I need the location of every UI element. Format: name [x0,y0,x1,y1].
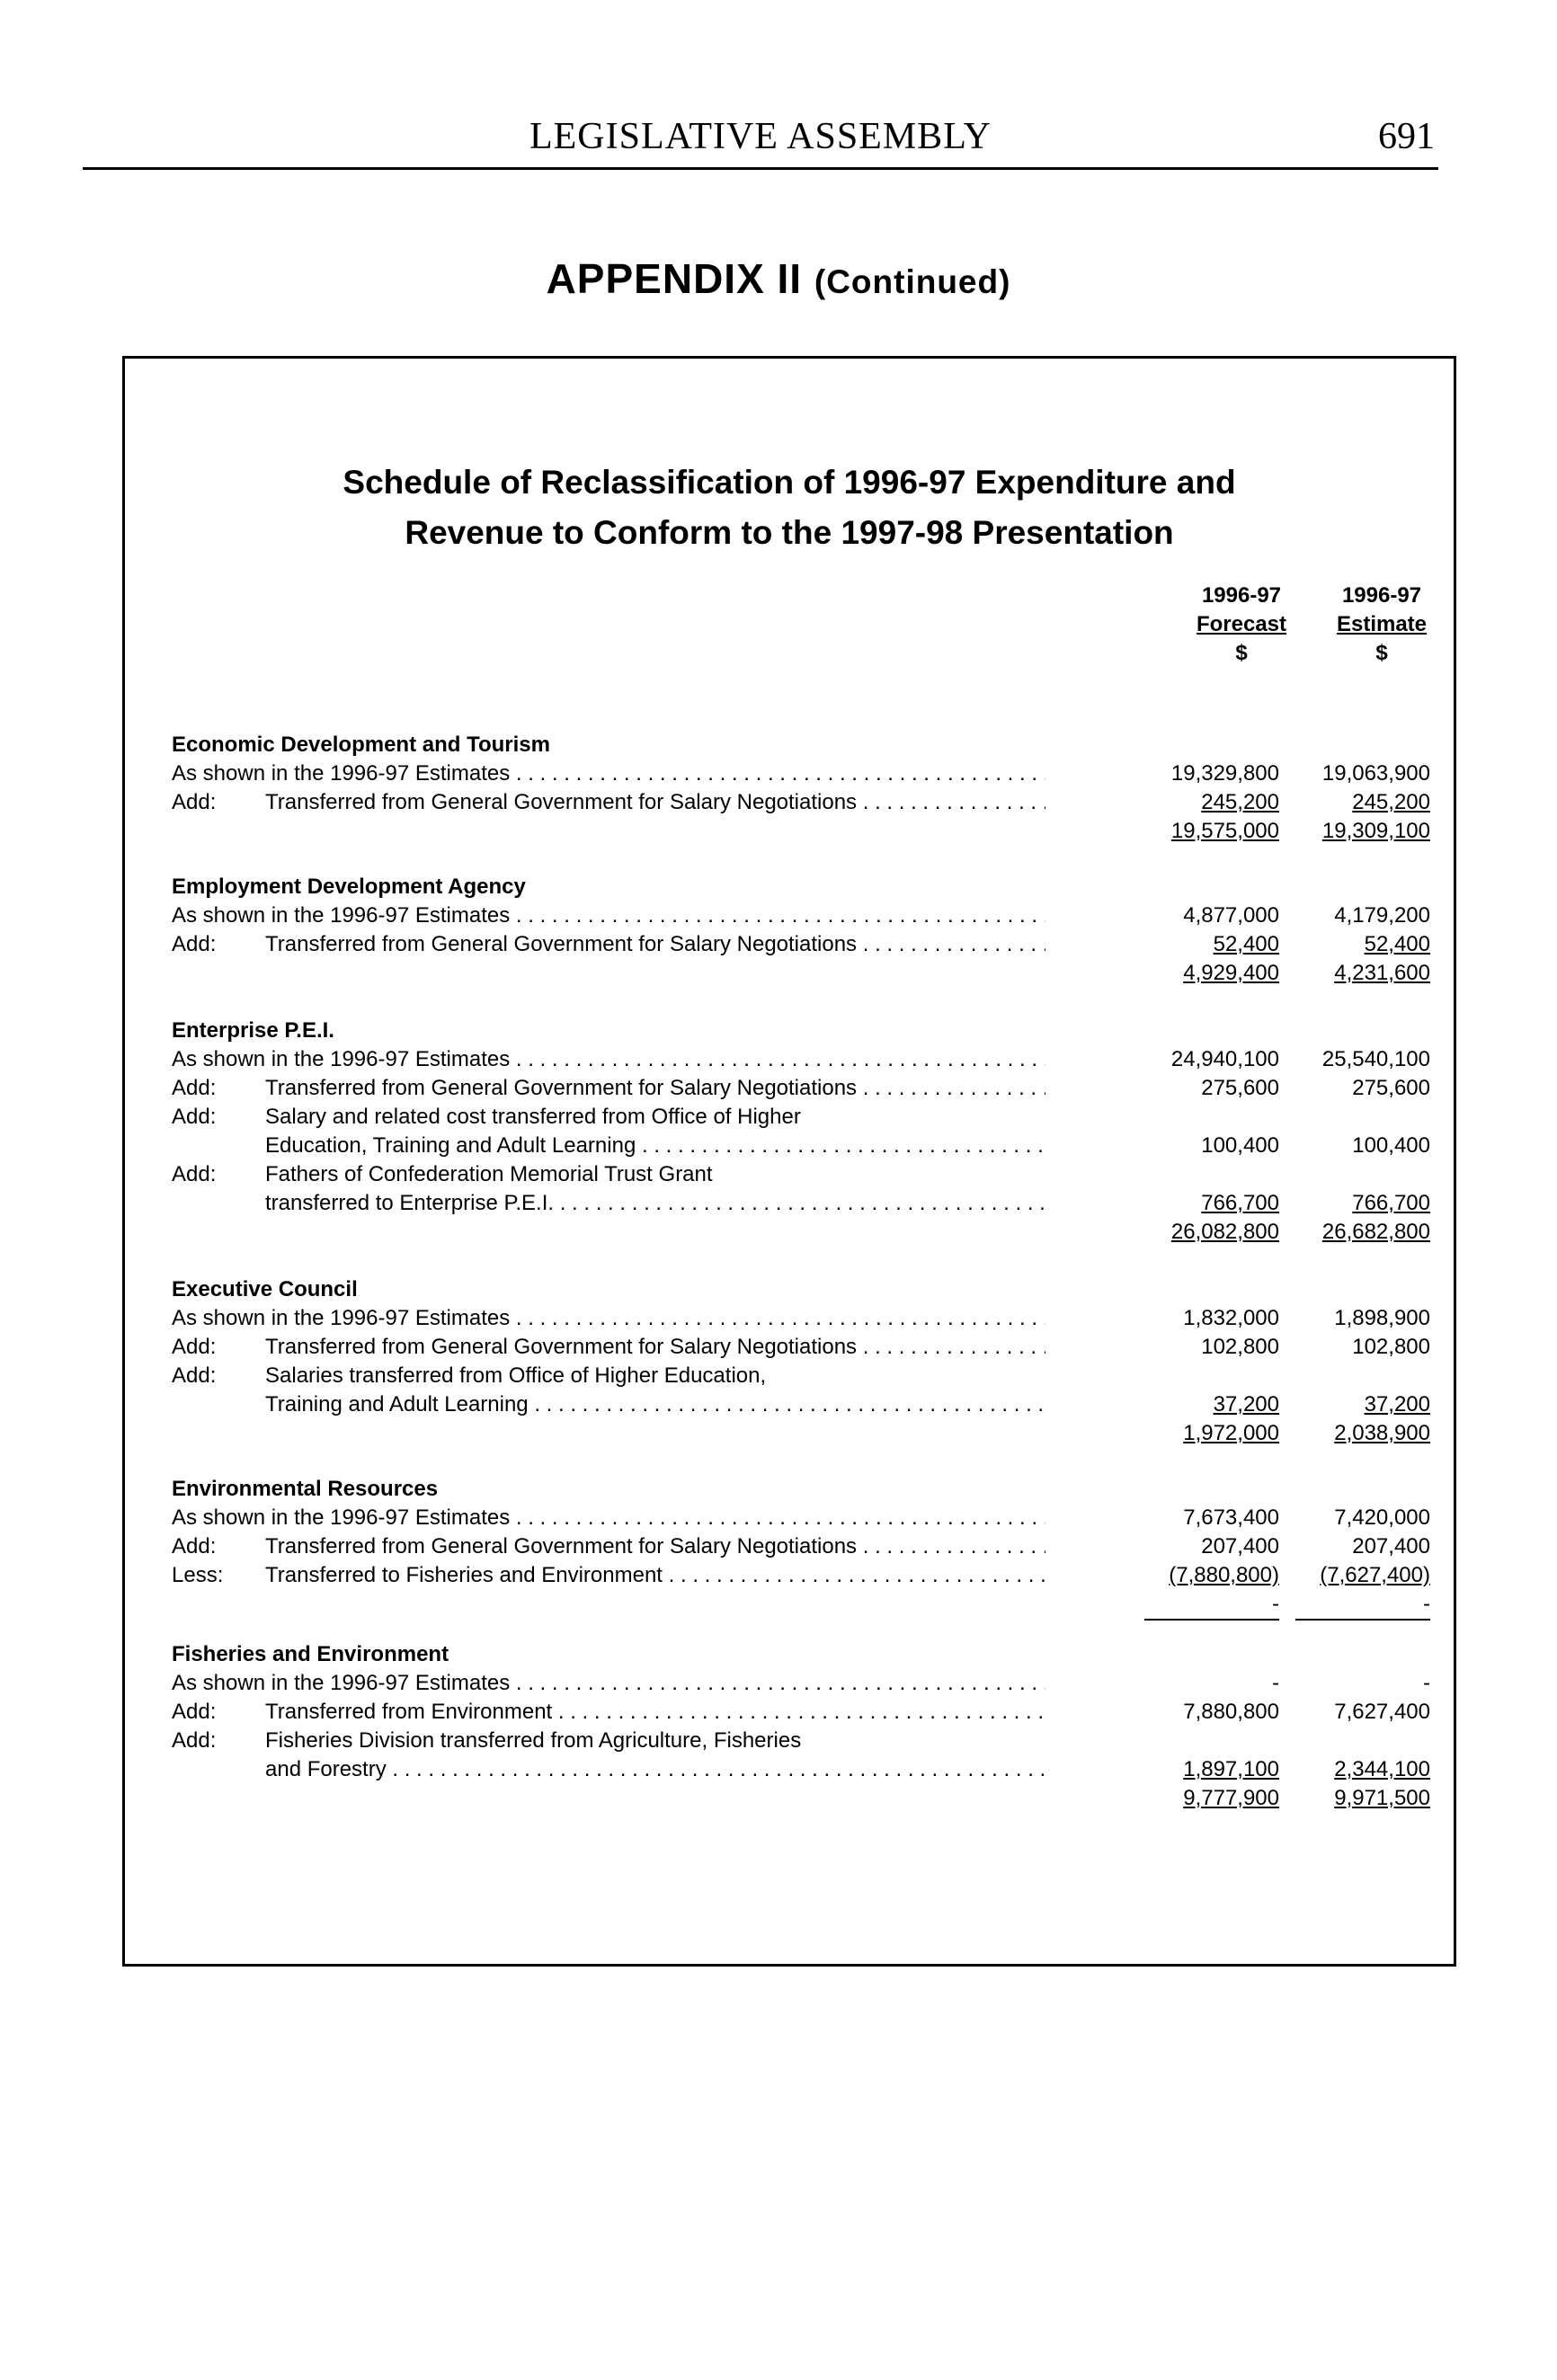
estimate-value [1277,930,1430,959]
forecast-value [1132,1669,1279,1698]
total-row [172,1218,1430,1247]
value-text: 766,700 [1201,1191,1279,1215]
row-description [172,901,1045,930]
estimate-value [1277,817,1430,846]
row-description [265,1698,1045,1727]
value-text: - [1144,1590,1279,1621]
total-row [172,817,1430,846]
forecast-value [1132,759,1279,788]
forecast-value [1132,1419,1279,1448]
row-description-text: Fathers of Confederation Memorial Trust Grant [265,1162,713,1186]
value-text: 19,575,000 [1170,819,1279,843]
page-number: 691 [1378,116,1435,157]
estimate-value [1277,959,1430,988]
row-description-text: As shown in the 1996-97 Estimates [172,761,511,786]
total-row [172,1590,1430,1619]
column-year: 1996-97 [1201,583,1282,608]
estimate-value [1277,1698,1430,1727]
section [172,731,1430,846]
value-text: - [1423,1671,1430,1695]
estimate-value [1277,1304,1430,1333]
row-description [172,1669,1045,1698]
row-description-text: Transferred from Environment [265,1700,553,1724]
value-text: 2,038,900 [1334,1421,1430,1445]
row-description-text: Transferred from General Government for Salary Negotiations [265,1534,858,1559]
column-label: Forecast [1196,612,1287,636]
estimate-value [1277,1532,1430,1561]
line-item-row [172,1160,1430,1189]
schedule-title [125,457,1454,558]
estimate-value [1277,1074,1430,1103]
line-item-row [172,1103,1430,1132]
forecast-value [1132,1074,1279,1103]
column-unit: $ [1235,641,1248,665]
value-text: 102,800 [1352,1335,1430,1359]
estimate-value [1277,1045,1430,1074]
forecast-value [1132,1784,1279,1813]
estimate-value [1277,1784,1430,1813]
section [172,1017,1430,1247]
row-description [265,1362,1045,1390]
estimate-value [1277,1669,1430,1698]
value-text: 37,200 [1364,1392,1430,1416]
line-item-row [172,759,1430,788]
row-description [265,1132,1045,1160]
line-item-row [172,1669,1430,1698]
row-description-text: and Forestry [265,1757,387,1781]
appendix-continued: (Continued) [814,263,1011,300]
line-item-row [172,901,1430,930]
section-title: Economic Development and Tourism [172,733,550,757]
value-text: 766,700 [1352,1191,1430,1215]
line-item-row [172,1390,1430,1419]
row-prefix: Less: [172,1563,224,1587]
forecast-value [1132,1218,1279,1247]
value-text: 102,800 [1201,1335,1279,1359]
row-description [265,1755,1045,1784]
estimate-value [1277,788,1430,817]
running-title: LEGISLATIVE ASSEMBLY [529,116,992,157]
row-prefix: Add: [172,1105,217,1129]
row-prefix: Add: [172,1700,217,1724]
section [172,873,1430,988]
forecast-value [1132,1132,1279,1160]
forecast-value [1132,1189,1279,1218]
section-title: Executive Council [172,1277,358,1301]
row-prefix: Add: [172,1534,217,1559]
row-description [265,1561,1045,1590]
value-text: 9,777,900 [1183,1786,1279,1810]
row-description-text: As shown in the 1996-97 Estimates [172,1671,511,1695]
forecast-value [1132,1045,1279,1074]
value-text: 19,063,900 [1321,761,1430,786]
forecast-value [1132,1390,1279,1419]
estimate-value [1277,901,1430,930]
value-text: (7,627,400) [1320,1563,1430,1587]
estimate-value [1277,1419,1430,1448]
page-header [83,115,1438,170]
value-text: 7,880,800 [1183,1700,1279,1724]
row-description [265,1189,1045,1218]
column-header-estimate [1301,582,1463,668]
schedule-box [122,356,1456,1967]
forecast-value [1132,1304,1279,1333]
row-description [172,759,1045,788]
value-text: 2,344,100 [1334,1757,1430,1781]
appendix-title: APPENDIX II [546,255,803,302]
line-item-row [172,1504,1430,1532]
section [172,1475,1430,1619]
line-item-row [172,930,1430,959]
total-row [172,1784,1430,1813]
section-title: Fisheries and Environment [172,1642,449,1666]
row-description [172,1504,1045,1532]
row-description-text: Transferred from General Government for Salary Negotiations [265,790,858,814]
value-text: 207,400 [1352,1534,1430,1559]
row-prefix: Add: [172,1076,217,1100]
section-title: Enterprise P.E.I. [172,1018,334,1043]
schedule-title-line-1: Schedule of Reclassification of 1996-97 Expenditure and [343,464,1236,501]
value-text: 26,082,800 [1170,1220,1279,1244]
forecast-value [1132,959,1279,988]
row-description [265,1160,1045,1189]
row-prefix: Add: [172,1335,217,1359]
schedule-title-line-2: Revenue to Conform to the 1997-98 Presentation [405,514,1174,551]
value-text: 52,400 [1213,932,1279,956]
value-text: 207,400 [1201,1534,1279,1559]
forecast-value [1132,1561,1279,1590]
row-description-text: As shown in the 1996-97 Estimates [172,903,511,928]
line-item-row [172,1304,1430,1333]
line-item-row [172,788,1430,817]
section [172,1640,1430,1813]
row-description [265,1390,1045,1419]
value-text: 245,200 [1352,790,1430,814]
forecast-value [1132,901,1279,930]
row-description [265,1727,1045,1755]
value-text: 100,400 [1201,1133,1279,1158]
value-text: 7,673,400 [1183,1505,1279,1530]
row-description-text: As shown in the 1996-97 Estimates [172,1505,511,1530]
value-text: 52,400 [1364,932,1430,956]
estimate-value [1277,759,1430,788]
forecast-value [1132,817,1279,846]
value-text: 1,832,000 [1183,1306,1279,1330]
value-text: 37,200 [1213,1392,1279,1416]
line-item-row [172,1045,1430,1074]
estimate-value [1277,1755,1430,1784]
value-text: 1,898,900 [1334,1306,1430,1330]
row-description [172,1304,1045,1333]
estimate-value [1277,1504,1430,1532]
row-description-text: Transferred from General Government for Salary Negotiations [265,1335,858,1359]
row-description-text: Salaries transferred from Office of Higher Education, [265,1363,767,1388]
line-item-row [172,1755,1430,1784]
line-item-row [172,1333,1430,1362]
row-description-text: Transferred to Fisheries and Environment [265,1563,663,1587]
column-year: 1996-97 [1341,583,1422,608]
total-row [172,1419,1430,1448]
row-description [265,788,1045,817]
row-description-text: Transferred from General Government for Salary Negotiations [265,1076,858,1100]
value-text: 24,940,100 [1170,1047,1279,1071]
row-prefix: Add: [172,1363,217,1388]
forecast-value [1132,1755,1279,1784]
line-item-row [172,1362,1430,1390]
row-prefix: Add: [172,932,217,956]
row-prefix: Add: [172,1162,217,1186]
section [172,1275,1430,1448]
forecast-value [1132,1532,1279,1561]
row-description [265,930,1045,959]
estimate-value [1277,1333,1430,1362]
value-text: 26,682,800 [1321,1220,1430,1244]
value-text: (7,880,800) [1169,1563,1279,1587]
section-title: Environmental Resources [172,1477,439,1501]
row-description [265,1333,1045,1362]
estimate-value [1277,1189,1430,1218]
line-item-row [172,1698,1430,1727]
estimate-value [1277,1561,1430,1590]
value-text: 19,309,100 [1321,819,1430,843]
row-description [265,1074,1045,1103]
line-item-row [172,1727,1430,1755]
forecast-value [1132,1333,1279,1362]
value-text: 1,972,000 [1183,1421,1279,1445]
row-description-text: Training and Adult Learning [265,1392,529,1416]
value-text: - [1272,1671,1279,1695]
line-item-row [172,1532,1430,1561]
estimate-value [1277,1218,1430,1247]
appendix-heading [0,254,1557,303]
line-item-row [172,1189,1430,1218]
row-description [265,1103,1045,1132]
value-text: 275,600 [1352,1076,1430,1100]
value-text: 4,877,000 [1183,903,1279,928]
forecast-value [1132,788,1279,817]
line-item-row [172,1561,1430,1590]
estimate-value [1277,1390,1430,1419]
line-item-row [172,1132,1430,1160]
value-text: 275,600 [1201,1076,1279,1100]
column-header-forecast [1161,582,1322,668]
column-label: Estimate [1336,612,1428,636]
row-description-text: As shown in the 1996-97 Estimates [172,1306,511,1330]
value-text: 9,971,500 [1334,1786,1430,1810]
section-title: Employment Development Agency [172,875,526,899]
estimate-value [1277,1132,1430,1160]
estimate-value [1277,1590,1430,1621]
value-text: 245,200 [1201,790,1279,814]
value-text: 7,420,000 [1334,1505,1430,1530]
row-description [265,1532,1045,1561]
row-description-text: Education, Training and Adult Learning [265,1133,636,1158]
forecast-value [1132,1590,1279,1621]
row-description-text: As shown in the 1996-97 Estimates [172,1047,511,1071]
value-text: 1,897,100 [1183,1757,1279,1781]
value-text: 100,400 [1352,1133,1430,1158]
row-prefix: Add: [172,790,217,814]
total-row [172,959,1430,988]
row-description-text: Fisheries Division transferred from Agriculture, Fisheries [265,1728,802,1753]
row-description-text: Transferred from General Government for Salary Negotiations [265,932,858,956]
value-text: 4,179,200 [1334,903,1430,928]
row-description-text: transferred to Enterprise P.E.I. [265,1191,555,1215]
value-text: 7,627,400 [1334,1700,1430,1724]
value-text: 4,929,400 [1183,961,1279,985]
forecast-value [1132,1698,1279,1727]
row-description [172,1045,1045,1074]
forecast-value [1132,930,1279,959]
value-text: 19,329,800 [1170,761,1279,786]
row-prefix: Add: [172,1728,217,1753]
forecast-value [1132,1504,1279,1532]
column-unit: $ [1375,641,1388,665]
value-text: 4,231,600 [1334,961,1430,985]
line-item-row [172,1074,1430,1103]
value-text: - [1295,1590,1430,1621]
value-text: 25,540,100 [1321,1047,1430,1071]
row-description-text: Salary and related cost transferred from Office of Higher [265,1105,801,1129]
